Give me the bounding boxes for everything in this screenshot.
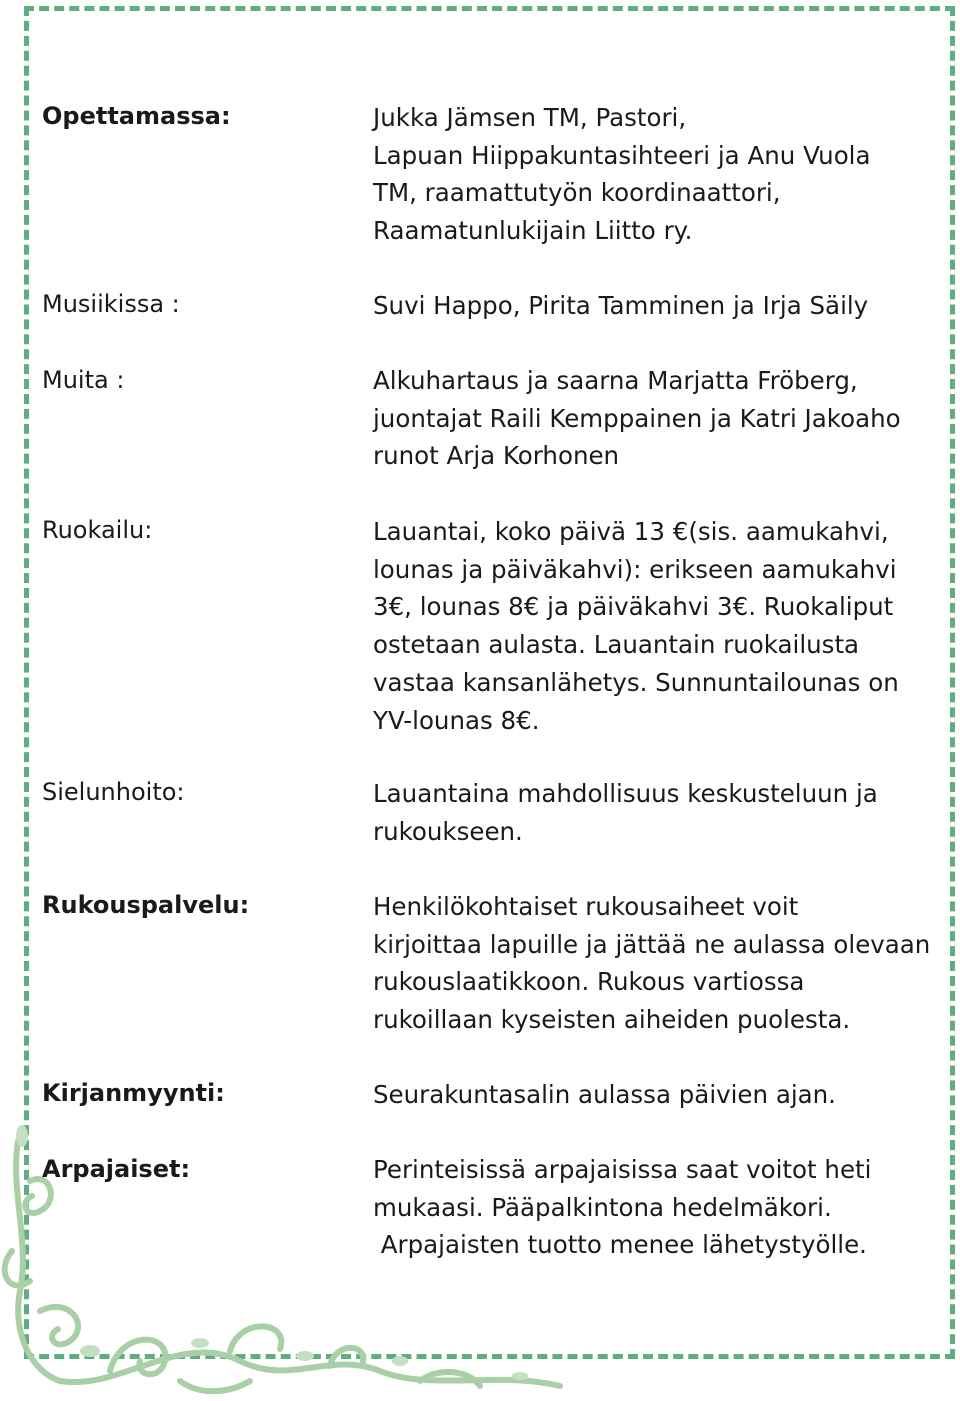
value-muita xyxy=(373,362,953,475)
label-muita: Muita : xyxy=(42,366,125,394)
label-sielunhoito: Sielunhoito: xyxy=(42,778,185,806)
text-line: Perinteisissä arpajaisissa saat voitot heti xyxy=(373,1155,872,1184)
text-line: YV-lounas 8€. xyxy=(373,705,540,735)
text-line: runot Arja Korhonen xyxy=(373,441,620,471)
text-line: kirjoittaa lapuille ja jättää ne aulassa olevaan xyxy=(373,929,931,959)
text-line: Seurakuntasalin aulassa päivien ajan. xyxy=(373,1080,836,1109)
text-line: rukoillaan kyseisten aiheiden puolesta. xyxy=(373,1005,851,1035)
text-line: Lauantaina mahdollisuus keskusteluun ja xyxy=(373,779,878,808)
value-musiikissa xyxy=(373,287,953,325)
text-line: Jukka Jämsen TM, Pastori, xyxy=(373,103,687,132)
text-line: Alkuhartaus ja saarna Marjatta Fröberg, xyxy=(373,366,858,395)
text-line: Arpajaisten tuotto menee lähetystyölle. xyxy=(373,1230,867,1260)
label-ruokailu: Ruokailu: xyxy=(42,516,153,544)
label-musiikissa: Musiikissa : xyxy=(42,290,180,318)
text-line: lounas ja päiväkahvi): erikseen aamukahvi xyxy=(373,554,897,584)
text-line: juontajat Raili Kemppainen ja Katri Jakoaho xyxy=(373,403,901,433)
text-line: ostetaan aulasta. Lauantain ruokailusta xyxy=(373,630,860,660)
text-line: TM, raamattutyön koordinaattori, xyxy=(373,178,781,208)
value-rukouspalvelu xyxy=(373,888,953,1039)
value-ruokailu xyxy=(373,513,953,739)
label-kirjanmyynti: Kirjanmyynti: xyxy=(42,1079,225,1107)
text-line: rukoukseen. xyxy=(373,816,523,846)
text-line: 3€, lounas 8€ ja päiväkahvi 3€. Ruokaliput xyxy=(373,592,894,622)
text-line: Raamatunlukijain Liitto ry. xyxy=(373,216,693,246)
text-line: Lauantai, koko päivä 13 €(sis. aamukahvi, xyxy=(373,517,889,546)
label-arpajaiset: Arpajaiset: xyxy=(42,1155,191,1183)
label-rukouspalvelu: Rukouspalvelu: xyxy=(42,891,250,919)
value-opettamassa xyxy=(373,99,953,250)
text-line: Lapuan Hiippakuntasihteeri ja Anu Vuola xyxy=(373,140,871,170)
text-line: vastaa kansanlähetys. Sunnuntailounas on xyxy=(373,667,899,697)
value-kirjanmyynti xyxy=(373,1076,953,1114)
value-sielunhoito xyxy=(373,775,953,850)
label-opettamassa: Opettamassa: xyxy=(42,102,231,130)
text-line: mukaasi. Pääpalkintona hedelmäkori. xyxy=(373,1192,832,1222)
text-line: Henkilökohtaiset rukousaiheet voit xyxy=(373,892,799,921)
text-line: Suvi Happo, Pirita Tamminen ja Irja Säily xyxy=(373,291,869,320)
value-arpajaiset xyxy=(373,1151,953,1264)
text-line: rukouslaatikkoon. Rukous vartiossa xyxy=(373,967,805,997)
